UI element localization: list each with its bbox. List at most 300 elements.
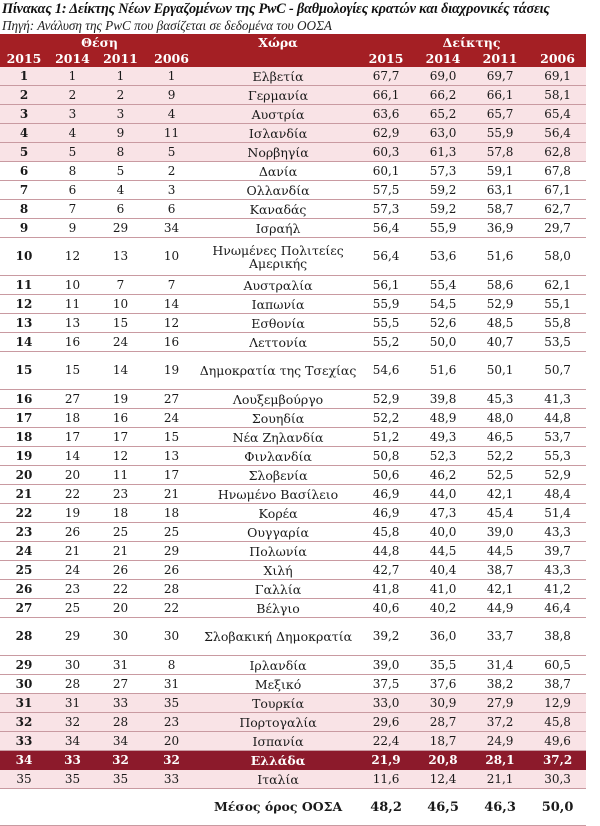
index-2015: 56,4 (357, 238, 415, 276)
rank-2006: 18 (144, 504, 199, 523)
index-2006: 55,8 (529, 314, 586, 333)
country-name: Ολλανδία (199, 181, 357, 200)
table-row (0, 409, 586, 428)
header-rank-2011: 2011 (97, 50, 144, 67)
country-name: Χιλή (199, 561, 357, 580)
rank-2015: 1 (0, 67, 48, 86)
index-2015: 39,2 (357, 618, 415, 656)
country-name: Ισλανδία (199, 124, 357, 143)
rank-2014: 25 (48, 599, 97, 618)
rank-2014: 10 (48, 276, 97, 295)
rank-2015: 25 (0, 561, 48, 580)
rank-2011: 6 (97, 200, 144, 219)
rank-2011: 17 (97, 428, 144, 447)
index-2011: 50,1 (471, 352, 529, 390)
rank-2006: 23 (144, 713, 199, 732)
rank-2014: 20 (48, 466, 97, 485)
rank-2014: 2 (48, 86, 97, 105)
table-row (0, 333, 586, 352)
index-2011: 44,9 (471, 599, 529, 618)
index-2006: 58,0 (529, 238, 586, 276)
country-name: Ουγγαρία (199, 523, 357, 542)
table-row (0, 181, 586, 200)
index-2015: 52,2 (357, 409, 415, 428)
rank-2011: 35 (97, 770, 144, 789)
country-name: Σλοβακική Δημοκρατία (199, 618, 357, 656)
table-row (0, 713, 586, 732)
index-2014: 28,7 (415, 713, 471, 732)
rank-2015: 11 (0, 276, 48, 295)
rank-2011: 34 (97, 732, 144, 751)
rank-2014: 31 (48, 694, 97, 713)
country-name: Σλοβενία (199, 466, 357, 485)
index-2006: 52,9 (529, 466, 586, 485)
table-title: Πίνακας 1: Δείκτης Νέων Εργαζομένων της PwC - βαθμολογίες κρατών και διαχρονικές τάσεις (2, 1, 550, 17)
index-2015: 50,8 (357, 447, 415, 466)
index-2014: 20,8 (415, 751, 471, 770)
country-name: Γερμανία (199, 86, 357, 105)
rank-2015: 14 (0, 333, 48, 352)
index-2006: 65,4 (529, 105, 586, 124)
index-2006: 41,2 (529, 580, 586, 599)
country-name: Ιταλία (199, 770, 357, 789)
rank-2014: 18 (48, 409, 97, 428)
index-2006: 48,4 (529, 485, 586, 504)
rank-2006: 35 (144, 694, 199, 713)
avg-index-2006: 50,0 (529, 789, 586, 826)
index-2014: 50,0 (415, 333, 471, 352)
index-2011: 52,2 (471, 447, 529, 466)
country-name: Ιρλανδία (199, 656, 357, 675)
index-2006: 38,8 (529, 618, 586, 656)
index-2015: 41,8 (357, 580, 415, 599)
table-row (0, 599, 586, 618)
rank-2011: 9 (97, 124, 144, 143)
rank-2014: 6 (48, 181, 97, 200)
rank-2011: 3 (97, 105, 144, 124)
index-2015: 40,6 (357, 599, 415, 618)
index-2006: 41,3 (529, 390, 586, 409)
oecd-average-label: Μέσος όρος ΟΟΣΑ (199, 789, 357, 826)
rank-2006: 21 (144, 485, 199, 504)
index-2011: 42,1 (471, 485, 529, 504)
index-2015: 50,6 (357, 466, 415, 485)
country-name: Σουηδία (199, 409, 357, 428)
table-row (0, 295, 586, 314)
rank-2014: 35 (48, 770, 97, 789)
index-2014: 63,0 (415, 124, 471, 143)
rank-2014: 33 (48, 751, 97, 770)
index-2011: 38,7 (471, 561, 529, 580)
index-2015: 55,5 (357, 314, 415, 333)
rank-2011: 21 (97, 542, 144, 561)
index-2011: 51,6 (471, 238, 529, 276)
index-2011: 65,7 (471, 105, 529, 124)
rank-2015: 3 (0, 105, 48, 124)
rank-2006: 33 (144, 770, 199, 789)
country-name: Καναδάς (199, 200, 357, 219)
rank-2006: 2 (144, 162, 199, 181)
table-row (0, 352, 586, 390)
table-row (0, 580, 586, 599)
index-2006: 62,7 (529, 200, 586, 219)
index-2014: 65,2 (415, 105, 471, 124)
index-2014: 37,6 (415, 675, 471, 694)
rank-2015: 30 (0, 675, 48, 694)
rank-2011: 1 (97, 67, 144, 86)
index-2011: 39,0 (471, 523, 529, 542)
country-name: Νορβηγία (199, 143, 357, 162)
index-2014: 44,5 (415, 542, 471, 561)
rank-2015: 10 (0, 238, 48, 276)
index-2014: 69,0 (415, 67, 471, 86)
rank-2015: 5 (0, 143, 48, 162)
index-2006: 43,3 (529, 523, 586, 542)
index-2011: 59,1 (471, 162, 529, 181)
rank-2015: 19 (0, 447, 48, 466)
country-name: Κορέα (199, 504, 357, 523)
index-2006: 38,7 (529, 675, 586, 694)
index-2011: 58,7 (471, 200, 529, 219)
country-name: Ιαπωνία (199, 295, 357, 314)
table-row (0, 618, 586, 656)
rank-2014: 19 (48, 504, 97, 523)
rank-2014: 24 (48, 561, 97, 580)
rank-2015: 13 (0, 314, 48, 333)
index-2011: 37,2 (471, 713, 529, 732)
index-2014: 40,0 (415, 523, 471, 542)
index-2006: 37,2 (529, 751, 586, 770)
index-2015: 60,1 (357, 162, 415, 181)
rank-2011: 29 (97, 219, 144, 238)
index-2014: 40,4 (415, 561, 471, 580)
index-2014: 12,4 (415, 770, 471, 789)
rank-2011: 31 (97, 656, 144, 675)
index-2015: 62,9 (357, 124, 415, 143)
avg-index-2014: 46,5 (415, 789, 471, 826)
rank-2015: 26 (0, 580, 48, 599)
index-2006: 51,4 (529, 504, 586, 523)
ranking-table (0, 34, 586, 826)
index-2011: 55,9 (471, 124, 529, 143)
index-2015: 45,8 (357, 523, 415, 542)
country-name: Ελβετία (199, 67, 357, 86)
index-2014: 18,7 (415, 732, 471, 751)
country-name: Εσθονία (199, 314, 357, 333)
rank-2011: 13 (97, 238, 144, 276)
rank-2014: 7 (48, 200, 97, 219)
index-2014: 51,6 (415, 352, 471, 390)
header-rank-2006: 2006 (144, 50, 199, 67)
index-2011: 21,1 (471, 770, 529, 789)
index-2011: 31,4 (471, 656, 529, 675)
country-name: Τουρκία (199, 694, 357, 713)
index-2014: 61,3 (415, 143, 471, 162)
rank-2015: 15 (0, 352, 48, 390)
rank-2014: 26 (48, 523, 97, 542)
rank-2006: 7 (144, 276, 199, 295)
rank-2006: 30 (144, 618, 199, 656)
country-name: Ισπανία (199, 732, 357, 751)
table-row (0, 694, 586, 713)
country-name: Βέλγιο (199, 599, 357, 618)
index-2014: 52,6 (415, 314, 471, 333)
rank-2015: 32 (0, 713, 48, 732)
index-2006: 58,1 (529, 86, 586, 105)
index-2015: 37,5 (357, 675, 415, 694)
index-2011: 33,7 (471, 618, 529, 656)
index-2006: 49,6 (529, 732, 586, 751)
table-row (0, 466, 586, 485)
rank-2011: 20 (97, 599, 144, 618)
rank-2006: 13 (144, 447, 199, 466)
country-name: Λεττονία (199, 333, 357, 352)
rank-2006: 6 (144, 200, 199, 219)
index-2011: 42,1 (471, 580, 529, 599)
index-2006: 46,4 (529, 599, 586, 618)
index-2011: 48,0 (471, 409, 529, 428)
index-2014: 54,5 (415, 295, 471, 314)
table-row (0, 314, 586, 333)
index-2014: 46,2 (415, 466, 471, 485)
index-2015: 55,2 (357, 333, 415, 352)
oecd-average-row (0, 789, 586, 826)
rank-2014: 27 (48, 390, 97, 409)
table-row (0, 219, 586, 238)
index-2006: 43,3 (529, 561, 586, 580)
table-row (0, 390, 586, 409)
index-2015: 22,4 (357, 732, 415, 751)
rank-2011: 14 (97, 352, 144, 390)
rank-2014: 15 (48, 352, 97, 390)
rank-2014: 28 (48, 675, 97, 694)
rank-2015: 29 (0, 656, 48, 675)
rank-2014: 14 (48, 447, 97, 466)
index-2006: 60,5 (529, 656, 586, 675)
index-2015: 21,9 (357, 751, 415, 770)
rank-2006: 29 (144, 542, 199, 561)
rank-2014: 4 (48, 124, 97, 143)
country-name: Γαλλία (199, 580, 357, 599)
rank-2015: 31 (0, 694, 48, 713)
rank-2014: 34 (48, 732, 97, 751)
rank-2006: 31 (144, 675, 199, 694)
index-2015: 46,9 (357, 504, 415, 523)
rank-2014: 29 (48, 618, 97, 656)
rank-2011: 18 (97, 504, 144, 523)
table-row (0, 732, 586, 751)
index-2014: 40,2 (415, 599, 471, 618)
rank-2015: 2 (0, 86, 48, 105)
rank-2011: 27 (97, 675, 144, 694)
index-2014: 49,3 (415, 428, 471, 447)
rank-2006: 3 (144, 181, 199, 200)
rank-2011: 28 (97, 713, 144, 732)
table-row (0, 143, 586, 162)
index-2014: 44,0 (415, 485, 471, 504)
country-name: Λουξεμβούργο (199, 390, 357, 409)
index-2014: 57,3 (415, 162, 471, 181)
country-name: Αυστρία (199, 105, 357, 124)
rank-2014: 12 (48, 238, 97, 276)
table-row (0, 428, 586, 447)
rank-2006: 10 (144, 238, 199, 276)
rank-2006: 34 (144, 219, 199, 238)
header-index-2015: 2015 (357, 50, 415, 67)
index-2006: 62,1 (529, 276, 586, 295)
index-2014: 52,3 (415, 447, 471, 466)
rank-2015: 24 (0, 542, 48, 561)
index-2006: 62,8 (529, 143, 586, 162)
index-2011: 36,9 (471, 219, 529, 238)
index-2014: 55,4 (415, 276, 471, 295)
rank-2015: 9 (0, 219, 48, 238)
index-2015: 11,6 (357, 770, 415, 789)
index-2006: 44,8 (529, 409, 586, 428)
index-2014: 55,9 (415, 219, 471, 238)
rank-2015: 21 (0, 485, 48, 504)
rank-2011: 32 (97, 751, 144, 770)
index-2015: 57,5 (357, 181, 415, 200)
table-row (0, 656, 586, 675)
index-2006: 30,3 (529, 770, 586, 789)
index-2006: 29,7 (529, 219, 586, 238)
index-2015: 52,9 (357, 390, 415, 409)
rank-2011: 25 (97, 523, 144, 542)
country-name: Πολωνία (199, 542, 357, 561)
index-2014: 59,2 (415, 200, 471, 219)
country-name: Νέα Ζηλανδία (199, 428, 357, 447)
index-2011: 40,7 (471, 333, 529, 352)
country-name: Δανία (199, 162, 357, 181)
index-2014: 53,6 (415, 238, 471, 276)
rank-2006: 24 (144, 409, 199, 428)
header-country: Χώρα (199, 34, 357, 67)
table-row (0, 200, 586, 219)
rank-2014: 21 (48, 542, 97, 561)
index-2011: 38,2 (471, 675, 529, 694)
index-2014: 48,9 (415, 409, 471, 428)
country-name: Ελλάδα (199, 751, 357, 770)
index-2011: 58,6 (471, 276, 529, 295)
rank-2014: 22 (48, 485, 97, 504)
rank-2014: 5 (48, 143, 97, 162)
index-2006: 55,3 (529, 447, 586, 466)
index-2011: 28,1 (471, 751, 529, 770)
rank-2011: 33 (97, 694, 144, 713)
index-2011: 46,5 (471, 428, 529, 447)
rank-2015: 16 (0, 390, 48, 409)
country-name: Αυστραλία (199, 276, 357, 295)
rank-2014: 13 (48, 314, 97, 333)
table-row (0, 276, 586, 295)
index-2011: 24,9 (471, 732, 529, 751)
rank-2011: 24 (97, 333, 144, 352)
table-body (0, 67, 586, 789)
rank-2014: 8 (48, 162, 97, 181)
rank-2014: 3 (48, 105, 97, 124)
rank-2011: 30 (97, 618, 144, 656)
rank-2006: 32 (144, 751, 199, 770)
index-2011: 57,8 (471, 143, 529, 162)
index-2006: 56,4 (529, 124, 586, 143)
index-2006: 55,1 (529, 295, 586, 314)
rank-2006: 8 (144, 656, 199, 675)
rank-2011: 26 (97, 561, 144, 580)
rank-2011: 15 (97, 314, 144, 333)
rank-2015: 12 (0, 295, 48, 314)
rank-2014: 23 (48, 580, 97, 599)
rank-2011: 16 (97, 409, 144, 428)
rank-2015: 4 (0, 124, 48, 143)
index-2015: 63,6 (357, 105, 415, 124)
rank-2006: 4 (144, 105, 199, 124)
rank-2006: 19 (144, 352, 199, 390)
index-2014: 41,0 (415, 580, 471, 599)
rank-2015: 6 (0, 162, 48, 181)
country-name: Μεξικό (199, 675, 357, 694)
header-rank-group: Θέση (0, 34, 199, 50)
index-2014: 30,9 (415, 694, 471, 713)
rank-2015: 34 (0, 751, 48, 770)
rank-2006: 14 (144, 295, 199, 314)
rank-2015: 35 (0, 770, 48, 789)
index-2015: 60,3 (357, 143, 415, 162)
rank-2014: 1 (48, 67, 97, 86)
rank-2015: 23 (0, 523, 48, 542)
rank-2011: 11 (97, 466, 144, 485)
index-2006: 12,9 (529, 694, 586, 713)
rank-2011: 23 (97, 485, 144, 504)
index-2015: 33,0 (357, 694, 415, 713)
table-row-highlighted (0, 751, 586, 770)
index-2014: 35,5 (415, 656, 471, 675)
rank-2011: 7 (97, 276, 144, 295)
index-2006: 53,7 (529, 428, 586, 447)
rank-2015: 33 (0, 732, 48, 751)
index-2011: 63,1 (471, 181, 529, 200)
rank-2011: 22 (97, 580, 144, 599)
rank-2015: 28 (0, 618, 48, 656)
rank-2015: 27 (0, 599, 48, 618)
rank-2015: 7 (0, 181, 48, 200)
index-2006: 53,5 (529, 333, 586, 352)
rank-2011: 4 (97, 181, 144, 200)
header-rank-2015: 2015 (0, 50, 48, 67)
table-row (0, 238, 586, 276)
table-row (0, 523, 586, 542)
index-2015: 42,7 (357, 561, 415, 580)
table-row (0, 504, 586, 523)
index-2015: 66,1 (357, 86, 415, 105)
table-row (0, 447, 586, 466)
index-2014: 59,2 (415, 181, 471, 200)
country-name: Ηνωμένες Πολιτείες Αμερικής (199, 238, 357, 276)
rank-2006: 25 (144, 523, 199, 542)
table-row (0, 162, 586, 181)
rank-2015: 8 (0, 200, 48, 219)
rank-2015: 20 (0, 466, 48, 485)
index-2014: 36,0 (415, 618, 471, 656)
table-row (0, 675, 586, 694)
rank-2011: 12 (97, 447, 144, 466)
rank-2011: 10 (97, 295, 144, 314)
rank-2011: 19 (97, 390, 144, 409)
table-source: Πηγή: Ανάλυση της PwC που βασίζεται σε δεδομένα του ΟΟΣΑ (2, 18, 332, 33)
country-name: Φινλανδία (199, 447, 357, 466)
index-2015: 51,2 (357, 428, 415, 447)
index-2011: 45,3 (471, 390, 529, 409)
